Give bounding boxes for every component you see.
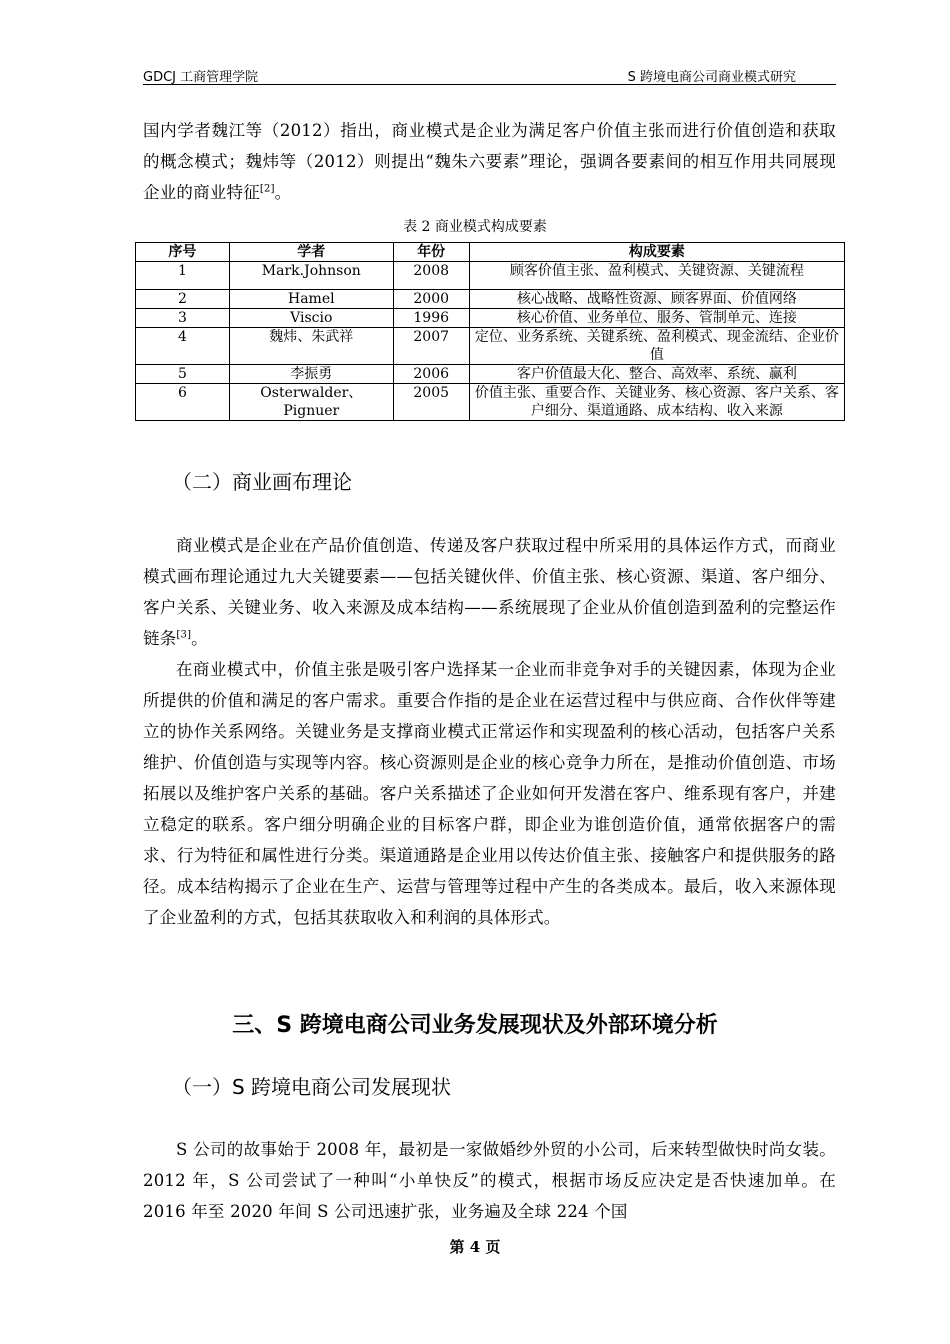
paragraph: 在商业模式中，价值主张是吸引客户选择某一企业而非竞争对手的关键因素，体现为企业所提供的价值和满足的客户需求。重要合作指的是企业在运营过程中与供应商、合作伙伴等建立的协作关系网络。关键业务是支撑商业模式正常运作和实现盈利的核心活动，包括客户关系维护、价值创造与实现等内容。核心资源则是企业的核心竞争力所在，是推动价值创造、市场拓展以及维护客户关系的基础。客户关系描述了企业如何开发潜在客户、维系现有客户，并建立稳定的联系。客户细分明确企业的目标客户群，即企业为谁创造价值，通常依据客户的需求、行为特征和属性进行分类。渠道通路是企业用以传达价值主张、接触客户和提供服务的路径。成本结构揭示了企业在生产、运营与管理等过程中产生的各类成本。最后，收入来源体现了企业盈利的方式，包括其获取收入和利润的具体形式。 (143, 660, 836, 927)
table-row (136, 262, 845, 290)
table-row (136, 290, 845, 309)
cell-index: 4 (136, 328, 230, 365)
cell-index: 3 (136, 309, 230, 328)
col-header-index: 序号 (136, 243, 230, 262)
cell-scholar: 魏炜、朱武祥 (229, 328, 393, 365)
cell-index: 1 (136, 262, 230, 290)
section-heading: （二）商业画布理论 (172, 470, 352, 494)
page-number: 第 4 页 (449, 1238, 501, 1256)
cell-index: 6 (136, 384, 230, 421)
cell-scholar: Viscio (229, 309, 393, 328)
cell-index: 5 (136, 365, 230, 384)
intro-end: 。 (274, 183, 292, 202)
table-row (136, 384, 845, 421)
col-header-scholar: 学者 (229, 243, 393, 262)
cell-index: 2 (136, 290, 230, 309)
citation: [2] (259, 183, 275, 195)
cell-year: 2005 (393, 384, 469, 421)
cell-year: 2006 (393, 365, 469, 384)
cell-year: 2007 (393, 328, 469, 365)
paragraph-end: 。 (191, 629, 208, 648)
elements-table (135, 242, 845, 421)
col-header-elements: 构成要素 (469, 243, 844, 262)
header-right: S 跨境电商公司商业模式研究 (627, 70, 796, 85)
header-left: GDCJ 工商管理学院 (143, 70, 259, 85)
cell-year: 2008 (393, 262, 469, 290)
chapter-heading: 三、S 跨境电商公司业务发展现状及外部环境分析 (232, 1013, 718, 1038)
cell-year: 1996 (393, 309, 469, 328)
cell-elements: 定位、业务系统、关键系统、盈利模式、现金流结、企业价值 (469, 328, 844, 365)
citation: [3] (176, 629, 192, 641)
cell-elements: 客户价值最大化、整合、高效率、系统、赢利 (469, 365, 844, 384)
paragraph: 商业模式是企业在产品价值创造、传递及客户获取过程中所采用的具体运作方式，而商业模式画布理论通过九大关键要素——包括关键伙伴、价值主张、核心资源、渠道、客户细分、客户关系、关键业务、收入来源及成本结构——系统展现了企业从价值创造到盈利的完整运作链条 (143, 536, 836, 648)
cell-scholar: 李振勇 (229, 365, 393, 384)
table-caption: 表 2 商业模式构成要素 (403, 219, 547, 235)
table-header-row (136, 243, 845, 262)
intro-text: 国内学者魏江等（2012）指出，商业模式是企业为满足客户价值主张而进行价值创造和获取的概念模式；魏炜等（2012）则提出“魏朱六要素”理论，强调各要素间的相互作用共同展现企业的商业特征 (143, 121, 836, 202)
table-row (136, 365, 845, 384)
page-header (143, 64, 836, 85)
cell-scholar: Hamel (229, 290, 393, 309)
cell-scholar: Osterwalder、Pignuer (229, 384, 393, 421)
subsection-heading: （一）S 跨境电商公司发展现状 (172, 1075, 452, 1099)
col-header-year: 年份 (393, 243, 469, 262)
cell-elements: 核心战略、战略性资源、顾客界面、价值网络 (469, 290, 844, 309)
subsection-body (143, 1134, 836, 1227)
cell-elements: 顾客价值主张、盈利模式、关键资源、关键流程 (469, 262, 844, 290)
paragraph: S 公司的故事始于 2008 年，最初是一家做婚纱外贸的小公司，后来转型做快时尚女装。2012 年，S 公司尝试了一种叫“小单快反”的模式，根据市场反应决定是否快速加单。在 2016 年至 2020 年间 S 公司迅速扩张，业务遍及全球 224 个国 (143, 1140, 836, 1221)
table-row (136, 328, 845, 365)
section-body (143, 530, 836, 933)
cell-elements: 价值主张、重要合作、关键业务、核心资源、客户关系、客户细分、渠道通路、成本结构、收入来源 (469, 384, 844, 421)
intro-paragraph (143, 115, 836, 208)
cell-scholar: Mark.Johnson (229, 262, 393, 290)
cell-year: 2000 (393, 290, 469, 309)
cell-elements: 核心价值、业务单位、服务、管制单元、连接 (469, 309, 844, 328)
table-row (136, 309, 845, 328)
